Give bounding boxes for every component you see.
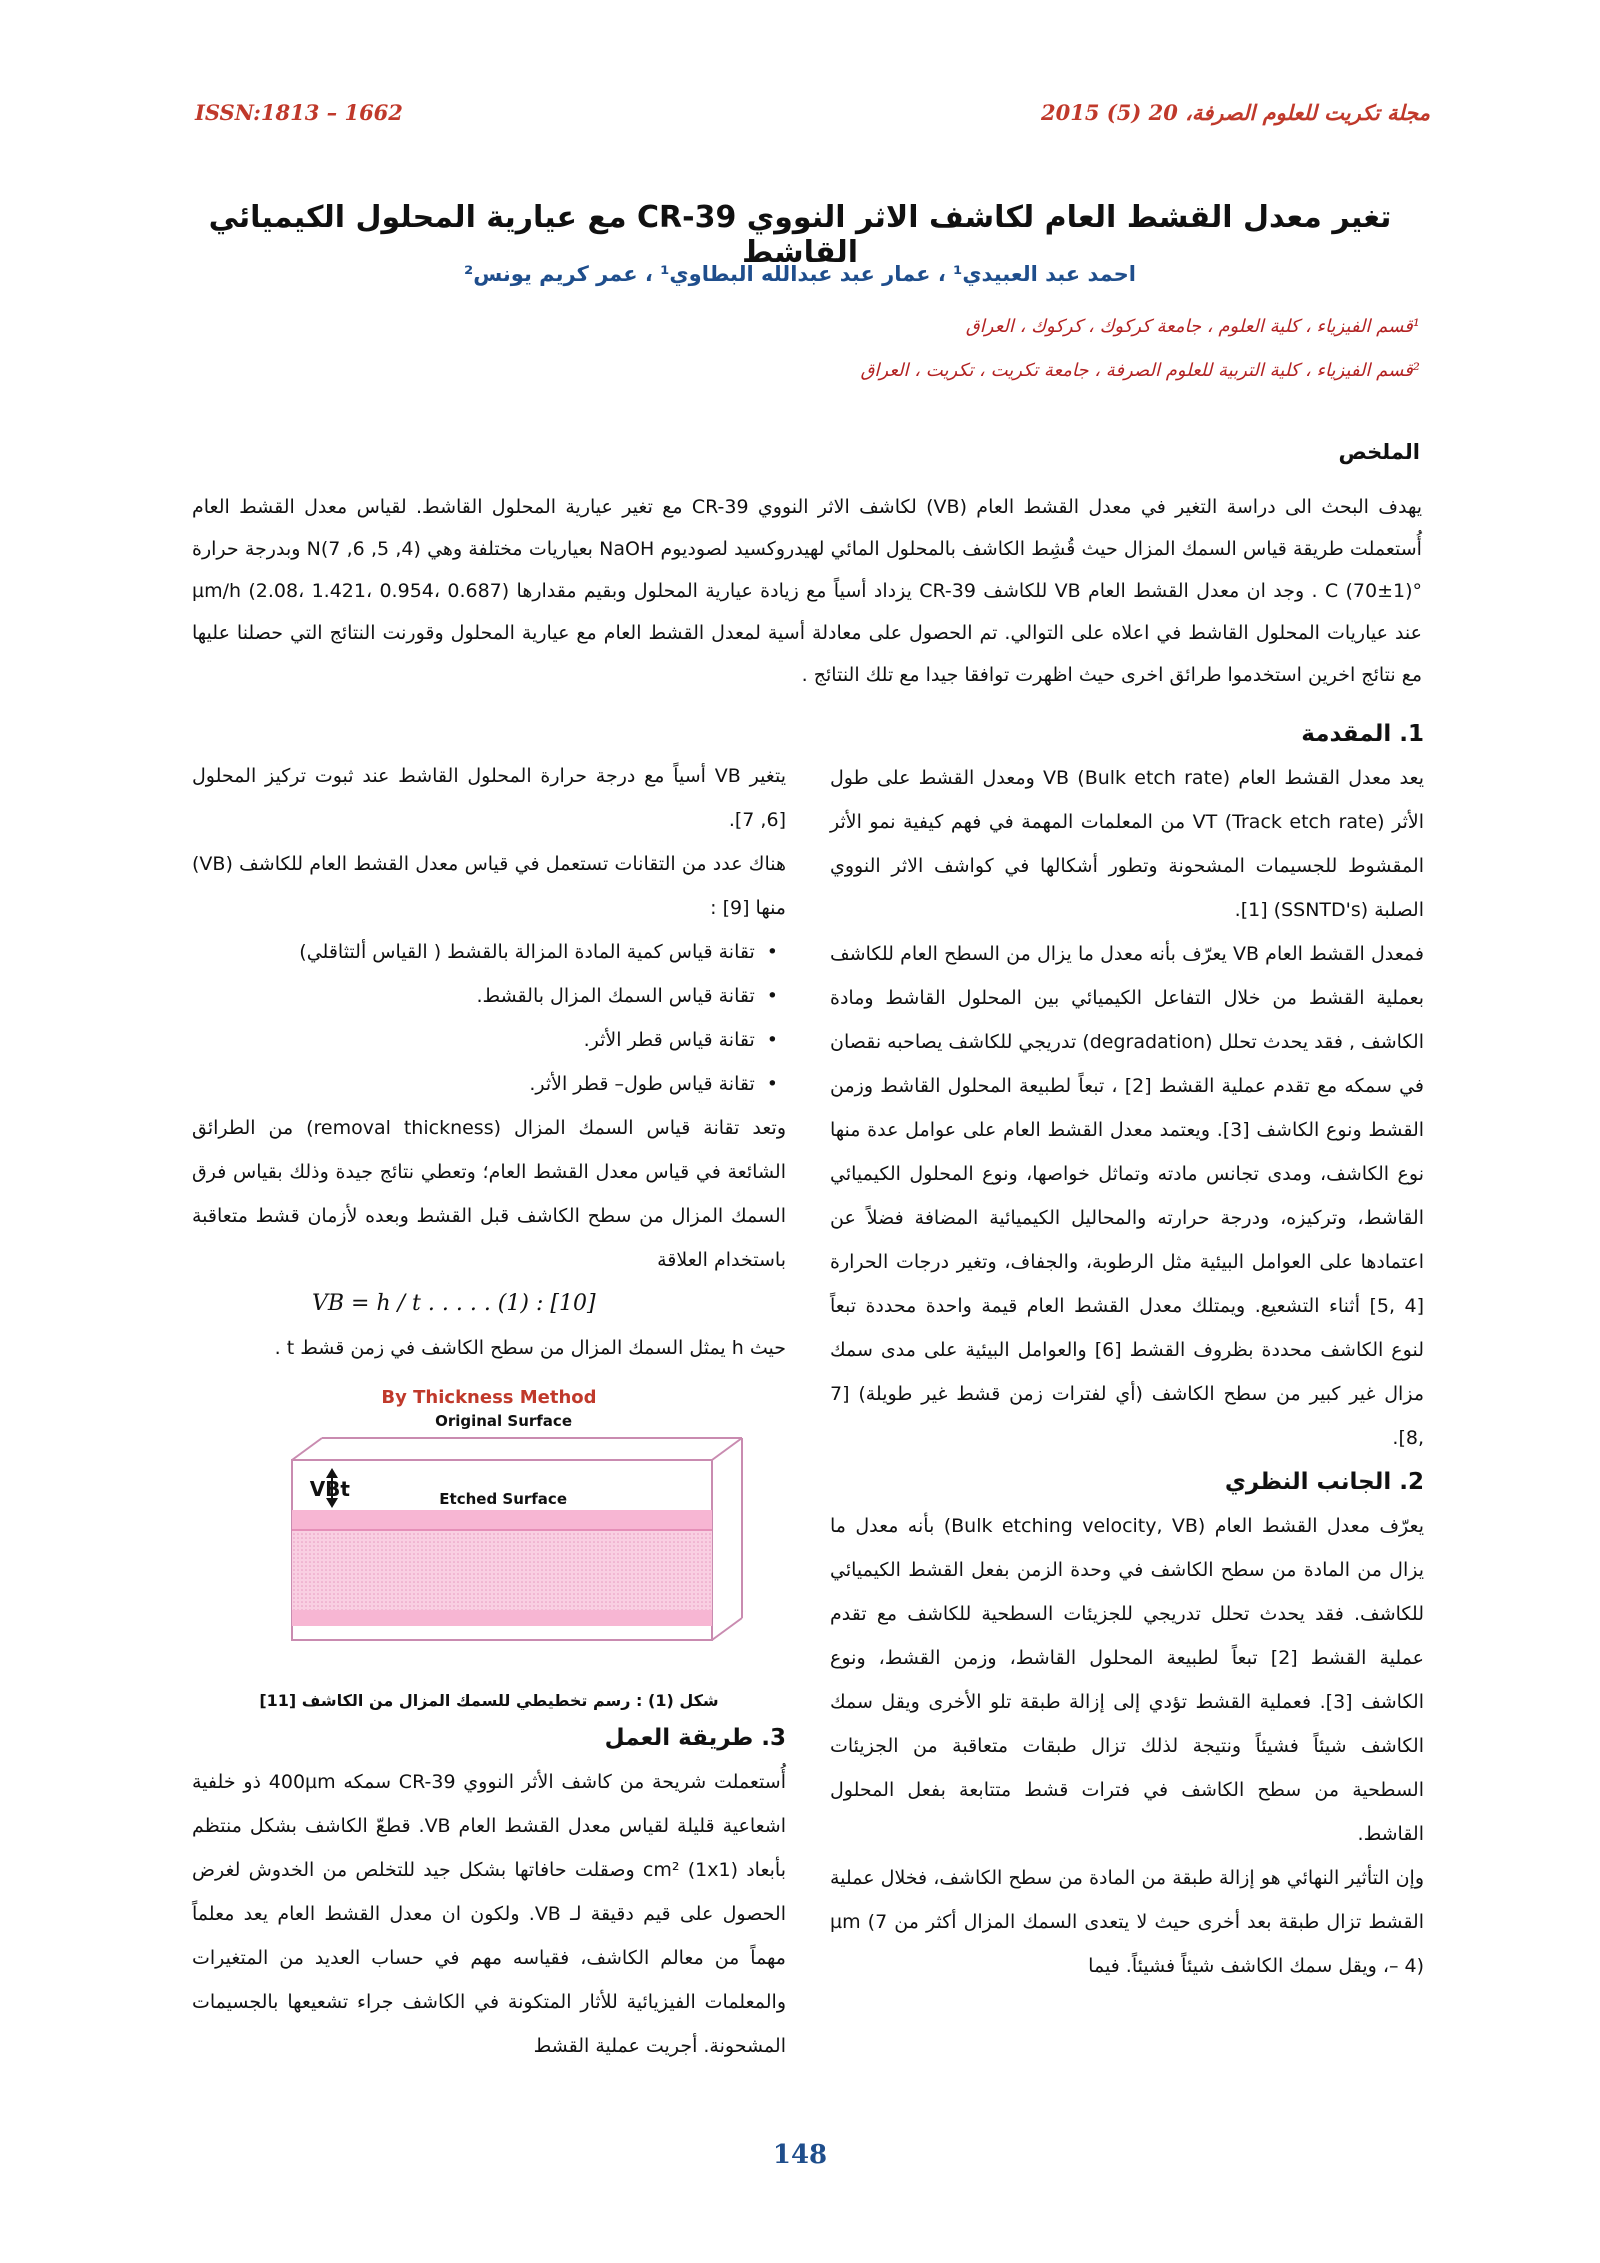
authors: احمد عبد العبيدي¹ ، عمار عبد عبدالله البطاوي¹ ، عمر كريم يونس²	[464, 262, 1136, 286]
left-paragraph-3: وتعد تقانة قياس السمك المزال (removal thickness) من الطرائق الشائعة في قياس معدل القشط العام؛ وتعطي نتائج جيدة وذلك بقياس فرق السمك المزال من سطح الكاشف قبل القشط وبعده لأزمان قشط متعاقبة باستخدام العلاقة	[192, 1117, 786, 1271]
theory-heading: 2. الجانب النظري	[1224, 1469, 1424, 1495]
abstract-text: يهدف البحث الى دراسة التغير في معدل القشط العام (VB) لكاشف الاثر النووي CR-39 مع تغير عيارية المحلول القاشط. لقياس معدل القشط العام أُستعملت طريقة قياس السمك المزال حيث قُشِط الكاشف بالمحلول المائي لهيدروكسيد لصوديوم NaOH بعياريات مختلفة وهي (4, 5, 6, 7)N وبدرجة حرارة °C (70±1) . وجد ان معدل القشط العام VB للكاشف CR-39 يزداد أسياً مع زيادة عيارية المحلول وبقيم مقدارها µm/h (2.08، 1.421، 0.954، 0.687) عند عياريات المحلول القاشط في اعلاه على التوالي. تم الحصول على معادلة أسية لمعدل القشط العام مع عيارية المحلول وقورنت النتائج التي حصلنا عليها مع نتائج اخرين استخدموا طرائق اخرى حيث اظهرت توافقا جيدا مع تلك النتائج .	[192, 496, 1423, 686]
list-item: • تقانة قياس طول– قطر الأثر.	[192, 1062, 778, 1106]
intro-paragraph-1: يعد معدل القشط العام VB (Bulk etch rate) ومعدل القشط على طول الأثر VT (Track etch rate) من المعلمات المهمة في فهم كيفية نمو الأثر المقشوط للجسيمات المشحونة وتطور أشكالها في كواشف الاثر النووي الصلبة (SSNTD's) [1].	[830, 767, 1424, 921]
issn: ISSN:1813 – 1662	[195, 100, 403, 125]
left-paragraph-1: يتغير VB أسياً مع درجة حرارة المحلول القاشط عند ثبوت تركيز المحلول [6, 7].	[192, 765, 786, 831]
figure-diagram	[192, 1400, 786, 1690]
abstract-heading: الملخص	[1338, 440, 1420, 464]
intro-paragraph-2: فمعدل القشط العام VB يعرّف بأنه معدل ما يزال من السطح العام للكاشف بعملية القشط من خلال التفاعل الكيميائي بين المحلول القاشط ومادة الكاشف , فقد يحدث تحلل (degradation) تدريجي للكاشف يصاحبه نقصان في سمكه مع تقدم عملية القشط [2] ، تبعاً لطبيعة المحلول القاشط وزمن القشط ونوع الكاشف [3]. ويعتمد معدل القشط العام على عوامل عدة منها نوع الكاشف، ومدى تجانس مادته وتماثل خواصها، ونوع المحلول الكيميائي القاشط، وتركيزه، ودرجة حرارته والمحاليل الكيميائية المضافة فضلاً عن اعتمادها على العوامل البيئية مثل الرطوبة، والجفاف، وتغير درجات الحرارة [4 ,5] أثناء التشعيع. ويمتلك معدل القشط العام قيمة واحدة محددة تبعاً لنوع الكاشف محددة بظروف القشط [6] والعوامل البيئية على مدى سمك مزال غير كبير من سطح الكاشف (أي لفترات زمن قشط غير طويلة) [7 ,8].	[830, 943, 1425, 1449]
theory-paragraph-2: وإن التأثير النهائي هو إزالة طبقة من المادة من سطح الكاشف، فخلال عملية القشط تزال طبقة بعد أخرى حيث لا يتعدى السمك المزال أكثر من µm (7 – 4)، ويقل سمك الكاشف شيئاً فشيئاً. فيما	[830, 1867, 1424, 1977]
etched-surface-label: Etched Surface	[439, 1490, 567, 1508]
intro-heading: 1. المقدمة	[1301, 721, 1424, 747]
left-column	[192, 754, 786, 2068]
figure-caption: شكل (1) : رسم تخطيطي للسمك المزال من الكاشف [11]	[259, 1691, 719, 1710]
journal-citation: مجلة تكريت للعلوم الصرفة، 20 (5) 2015	[1041, 100, 1430, 125]
removed-layer	[292, 1510, 712, 1530]
equation-1: VB = h / t . . . . . (1) : [10]	[312, 1291, 596, 1316]
vbt-label: VBt	[309, 1477, 350, 1501]
left-paragraph-2: هناك عدد من التقانات تستعمل في قياس معدل القشط العام للكاشف (VB) منها [9] :	[192, 853, 786, 919]
theory-paragraph-1: يعرّف معدل القشط العام (Bulk etching velocity, VB) بأنه معدل ما يزال من المادة من سطح الكاشف في وحدة الزمن بفعل القشط الكيميائي للكاشف. فقد يحدث تحلل تدريجي للجزيئات السطحية للكاشف مع تقدم عملية القشط [2] تبعاً لطبيعة المحلول القاشط، وزمن القشط، ونوع الكاشف [3]. فعملية القشط تؤدي إلى إزالة طبقة تلو الأخرى ويقل سمك الكاشف شيئاً فشيئاً ونتيجة لذلك تزال طبقات متعاقبة من الجزيئات السطحية من سطح الكاشف في فترات قشط متتابعة بفعل المحلول القاشط.	[830, 1515, 1425, 1845]
right-column	[830, 712, 1424, 1988]
techniques-list	[192, 930, 786, 1106]
original-surface-label: Original Surface	[435, 1412, 572, 1430]
page-number: 148	[772, 2140, 828, 2170]
list-item: • تقانة قياس قطر الأثر.	[192, 1018, 778, 1062]
figure-title: By Thickness Method	[381, 1387, 597, 1408]
affiliation-2: ²قسم الفيزياء ، كلية التربية للعلوم الصرفة ، جامعة تكريت ، تكريت ، العراق	[860, 360, 1420, 381]
list-item: • تقانة قياس السمك المزال بالقشط.	[192, 974, 778, 1018]
method-heading: 3. طريقة العمل	[604, 1725, 786, 1751]
figure-1	[192, 1376, 786, 1686]
method-paragraph-1: أُستعملت شريحة من كاشف الأثر النووي CR-39 سمكه 400µm ذو خلفية اشعاعية قليلة لقياس معدل القشط العام VB. قطعّ الكاشف بشكل منتظم بأبعاد (1x1) cm² وصقلت حافاتها بشكل جيد للتخلص من الخدوش لغرض الحصول على قيم دقيقة لـ VB. ولكون ان معدل القشط العام يعد معلماً مهماً من معالم الكاشف، فقياسه مهم في حساب العديد من المتغيرات والمعلمات الفيزيائية للأثار المتكونة في الكاشف جراء تشعيعها بالجسيمات المشحونة. أجريت عملية القشط	[192, 1771, 787, 2057]
paper-title: تغير معدل القشط العام لكاشف الاثر النووي CR-39 مع عيارية المحلول الكيميائي القاشط	[208, 200, 1392, 270]
list-item: • تقانة قياس كمية المادة المزالة بالقشط ( القياس ألتثاقلي)	[192, 930, 778, 974]
left-paragraph-4: حيث h يمثل السمك المزال من سطح الكاشف في زمن قشط t .	[274, 1337, 786, 1359]
affiliation-1: ¹قسم الفيزياء ، كلية العلوم ، جامعة كركوك ، كركوك ، العراق	[965, 316, 1420, 337]
